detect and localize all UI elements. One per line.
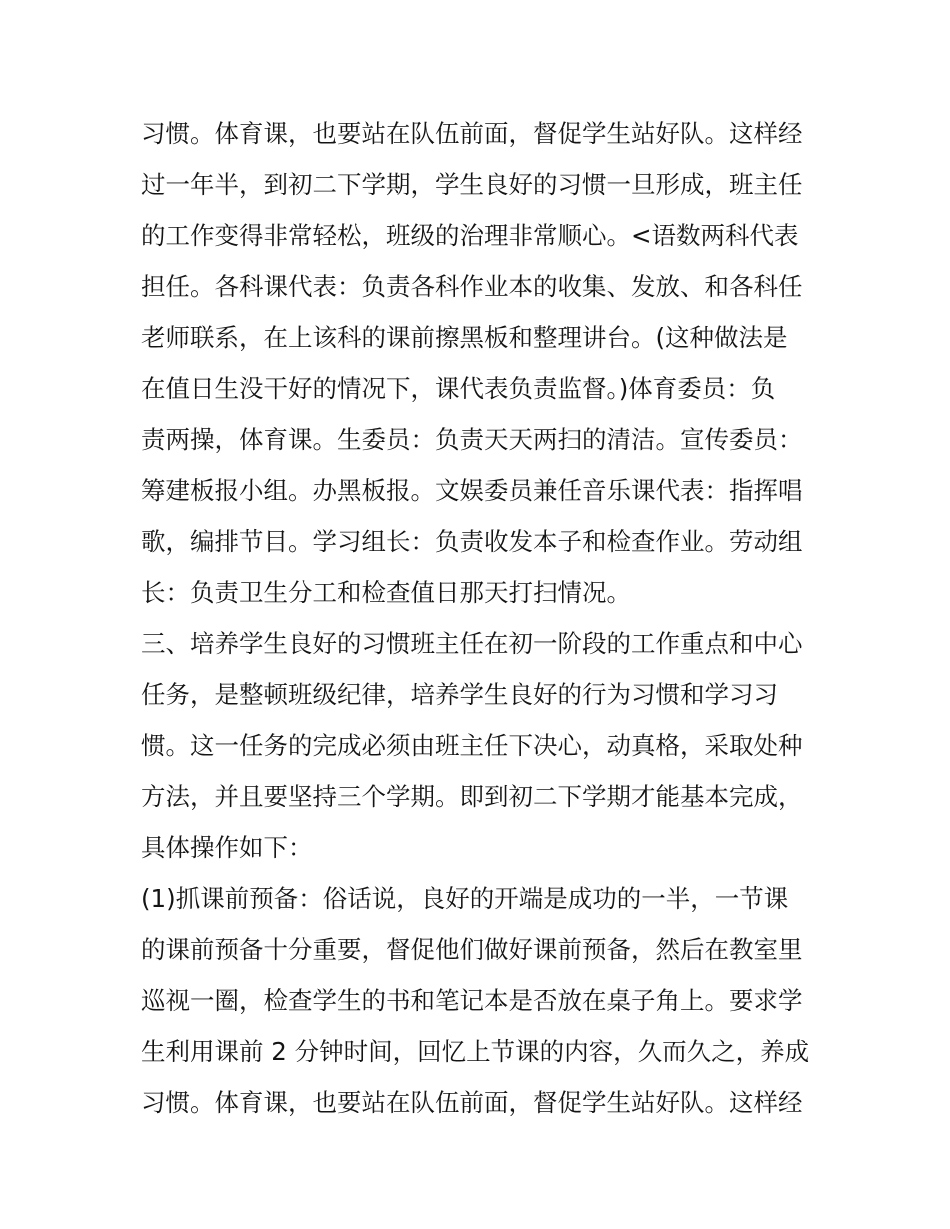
body-text	[141, 108, 821, 1128]
text-line: 歌，编排节目。学习组长：负责收发本子和检查作业。劳动组	[141, 527, 803, 556]
section-heading-line: 三、培养学生良好的习惯班主任在初一阶段的工作重点和中心	[141, 629, 803, 658]
text-line: 过一年半，到初二下学期，学生良好的习惯一旦形成，班主任	[141, 170, 803, 199]
text-line: 老师联系，在上该科的课前擦黑板和整理讲台。(这种做法是	[141, 323, 788, 352]
text-line: 习惯。体育课，也要站在队伍前面，督促学生站好队。这样经	[141, 119, 803, 148]
text-line: 方法，并且要坚持三个学期。即到初二下学期才能基本完成，	[141, 782, 803, 811]
text-line: 责两操，体育课。生委员：负责天天两扫的清洁。宣传委员：	[141, 425, 803, 454]
text-line: 具体操作如下：	[141, 833, 313, 862]
text-line: 的工作变得非常轻松，班级的治理非常顺心。<语数两科代表	[141, 221, 799, 250]
text-line: 惯。这一任务的完成必须由班主任下决心，动真格，采取处种	[141, 731, 803, 760]
text-line: 的课前预备十分重要，督促他们做好课前预备，然后在教室里	[141, 935, 803, 964]
text-line: 在值日生没干好的情况下，课代表负责监督。)体育委员：负	[141, 374, 776, 403]
text-line: 生利用课前 2 分钟时间，回忆上节课的内容，久而久之，养成	[141, 1037, 810, 1066]
text-line: 筹建板报小组。办黑板报。文娱委员兼任音乐课代表：指挥唱	[141, 476, 803, 505]
text-line: 长：负责卫生分工和检查值日那天打扫情况。	[141, 578, 631, 607]
text-line: 任务，是整顿班级纪律，培养学生良好的行为习惯和学习习	[141, 680, 778, 709]
text-line: 担任。各科课代表：负责各科作业本的收集、发放、和各科任	[141, 272, 803, 301]
text-line: 巡视一圈，检查学生的书和笔记本是否放在桌子角上。要求学	[141, 986, 803, 1015]
list-item-line: (1)抓课前预备：俗话说，良好的开端是成功的一半，一节课	[141, 884, 789, 913]
text-line: 习惯。体育课，也要站在队伍前面，督促学生站好队。这样经	[141, 1088, 803, 1117]
